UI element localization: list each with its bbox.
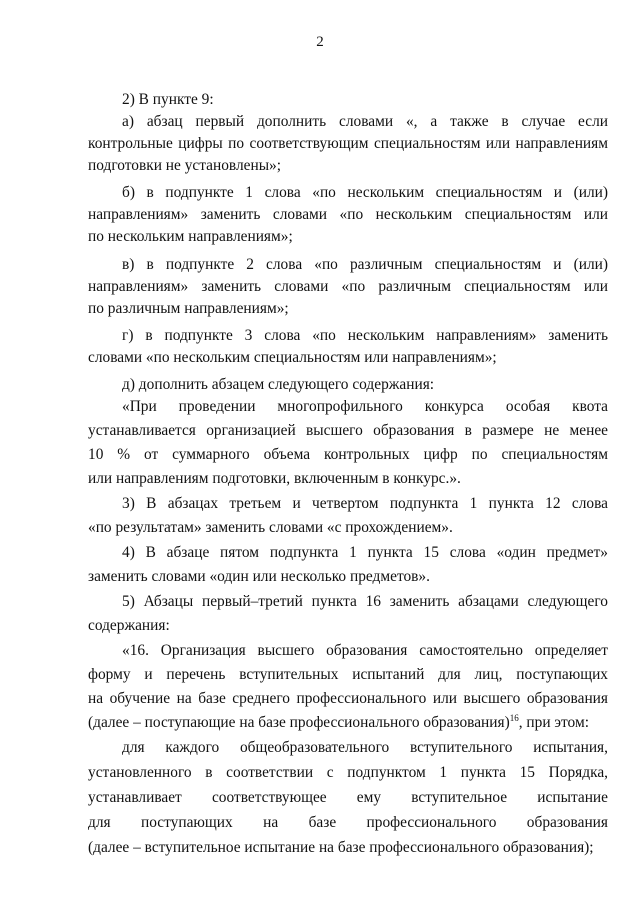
text-line: а) абзац первый дополнить словами «, а также в случае если [122, 113, 608, 130]
text-line: г) в подпункте 3 слова «по нескольким направлениям» заменить [122, 327, 608, 344]
page-number: 2 [316, 34, 324, 50]
text-line: б) в подпункте 1 слова «по нескольким специальностям и (или) [122, 184, 608, 201]
text-line: подготовки не установлены»; [88, 157, 282, 174]
text-line: на обучение на базе среднего профессионального или высшего образования [88, 690, 608, 707]
text-line: 10 % от суммарного объема контрольных цифр по специальностям [88, 446, 608, 463]
text-line: «При проведении многопрофильного конкурса особая квота [122, 398, 608, 415]
text-line: 5) Абзацы первый–третий пункта 16 заменить абзацами следующего [122, 593, 608, 610]
text-line: 2) В пункте 9: [122, 91, 214, 108]
text-line: по различным направлениям»; [88, 300, 289, 317]
text-line: словами «по нескольким специальностям или направлениям»; [88, 349, 497, 366]
text-line: 3) В абзацах третьем и четвертом подпункта 1 пункта 12 слова [122, 495, 608, 512]
text-line: установленного в соответствии с подпунктом 1 пункта 15 Порядка, [88, 764, 608, 781]
text-line [88, 713, 608, 733]
text-line: 4) В абзаце пятом подпункта 1 пункта 15 слова «один предмет» [122, 544, 608, 561]
text-line: в) в подпункте 2 слова «по различным специальностям и (или) [122, 256, 608, 273]
text-line: контрольные цифры по соответствующим специальностям или направлениям [88, 135, 608, 152]
text-fragment: , при этом: [518, 714, 589, 731]
text-line: содержания: [88, 617, 170, 634]
text-line: устанавливает соответствующее ему вступительное испытание [88, 789, 608, 806]
text-line: «по результатам» заменить словами «с прохождением». [88, 519, 453, 536]
footnote-ref: 16 [509, 712, 519, 723]
text-line: по нескольким направлениям»; [88, 228, 293, 245]
text-line: д) дополнить абзацем следующего содержания: [122, 376, 435, 393]
text-line: заменить словами «один или несколько предметов». [88, 568, 430, 585]
text-line: для каждого общеобразовательного вступительного испытания, [122, 739, 608, 756]
text-line: форму и перечень вступительных испытаний для лиц, поступающих [88, 666, 608, 683]
text-line: или направлениям подготовки, включенным в конкурс.». [88, 470, 461, 487]
text-line: устанавливается организацией высшего образования в размере не менее [88, 422, 608, 439]
text-line: направлениям» заменить словами «по нескольким специальностям или [88, 206, 608, 223]
text-fragment: (далее – поступающие на базе профессионального образования) [88, 714, 510, 731]
text-line: (далее – вступительное испытание на базе профессионального образования); [88, 839, 594, 856]
text-line: направлениям» заменить словами «по различным специальностям или [88, 278, 608, 295]
text-line: «16. Организация высшего образования самостоятельно определяет [122, 642, 608, 659]
text-line: для поступающих на базе профессионального образования [88, 814, 608, 831]
